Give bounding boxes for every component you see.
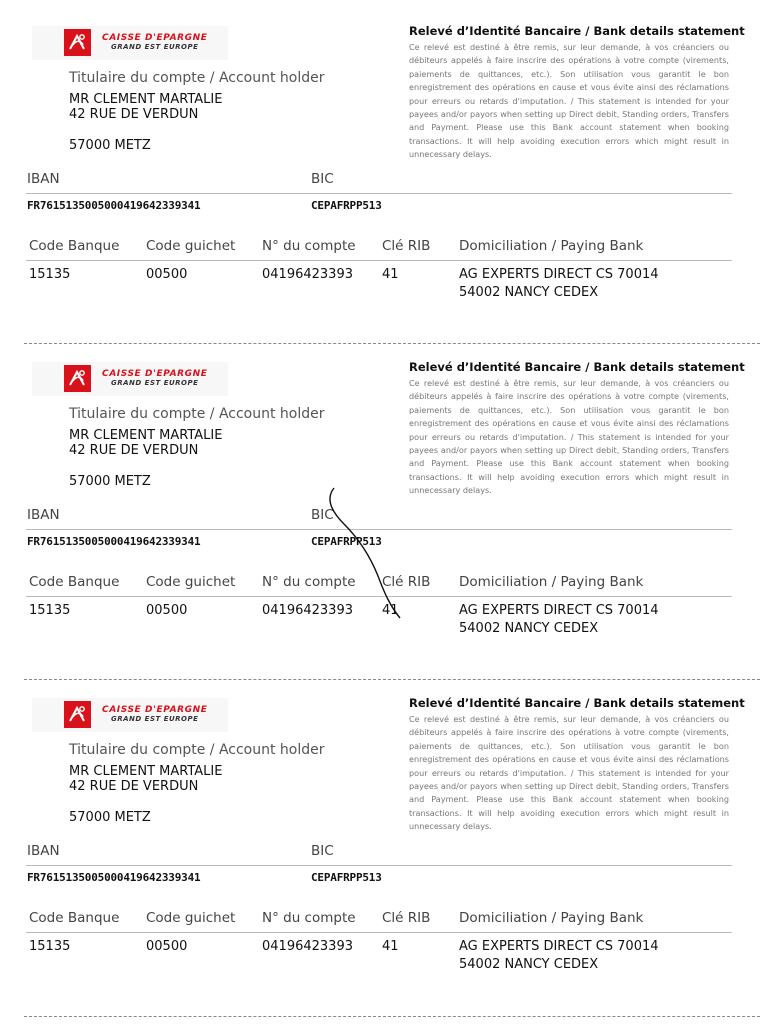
bank-code-label: Code Banque (29, 910, 120, 926)
iban-value: FR7615135005000419642339341 (27, 871, 201, 884)
bank-region: GRAND EST EUROPE (111, 379, 199, 387)
account-holder-street: 42 RUE DE VERDUN (69, 107, 199, 122)
bank-code-label: Code Banque (29, 238, 120, 254)
rib-key-value: 41 (382, 267, 399, 282)
cut-line-separator (24, 1016, 760, 1017)
account-holder-label: Titulaire du compte / Account holder (69, 406, 325, 422)
iban-value: FR7615135005000419642339341 (27, 199, 201, 212)
divider (26, 932, 732, 933)
bank-code-label: Code Banque (29, 574, 120, 590)
account-holder-street: 42 RUE DE VERDUN (69, 779, 199, 794)
bank-region: GRAND EST EUROPE (111, 715, 199, 723)
squirrel-logo-icon (64, 701, 91, 728)
account-holder-city: 57000 METZ (69, 138, 151, 153)
bic-label: BIC (311, 843, 334, 859)
domiciliation-line-2: 54002 NANCY CEDEX (459, 957, 599, 972)
rib-key-value: 41 (382, 939, 399, 954)
statement-description: Ce relevé est destiné à être remis, sur leur demande, à vos créanciers ou débiteurs appelés à faire inscrire des opérations à votre compte (virements, paiements de quittances, etc.). Son utilisation vous garantit le bon enregistrement des opérations en cause et vous évite ainsi des réclamations pour erreurs ou retards d'imputation. / This statement is intended for your payees and/or payors when setting up Direct debit, Standing orders, Transfers and Payment. Please use this Bank account statement when booking transactions. It will help avoiding execution errors which might result in unnecessary delays. (409, 378, 729, 496)
account-holder-street: 42 RUE DE VERDUN (69, 443, 199, 458)
account-holder-name: MR CLEMENT MARTALIE (69, 92, 223, 107)
domiciliation-label: Domiciliation / Paying Bank (459, 238, 644, 254)
bank-name: CAISSE D'EPARGNE (102, 705, 208, 715)
rib-key-label: Clé RIB (382, 574, 431, 590)
iban-value: FR7615135005000419642339341 (27, 535, 201, 548)
bank-name: CAISSE D'EPARGNE (102, 369, 208, 379)
branch-code-value: 00500 (146, 603, 188, 618)
squirrel-logo-icon (64, 365, 91, 392)
account-number-label: N° du compte (262, 910, 356, 926)
account-holder-label: Titulaire du compte / Account holder (69, 742, 325, 758)
rib-key-label: Clé RIB (382, 238, 431, 254)
bic-label: BIC (311, 507, 334, 523)
pen-scribble-mark (320, 484, 410, 624)
bank-logo-text (102, 370, 208, 388)
iban-label: IBAN (27, 171, 60, 187)
rib-key-label: Clé RIB (382, 910, 431, 926)
bank-code-value: 15135 (29, 267, 71, 282)
bank-region: GRAND EST EUROPE (111, 43, 199, 51)
iban-label: IBAN (27, 507, 60, 523)
domiciliation-line-2: 54002 NANCY CEDEX (459, 621, 599, 636)
branch-code-value: 00500 (146, 267, 188, 282)
account-holder-label: Titulaire du compte / Account holder (69, 70, 325, 86)
bic-value: CEPAFRPP513 (311, 871, 382, 884)
account-number-value: 04196423393 (262, 267, 353, 282)
domiciliation-label: Domiciliation / Paying Bank (459, 574, 644, 590)
account-holder-name: MR CLEMENT MARTALIE (69, 764, 223, 779)
domiciliation-line-1: AG EXPERTS DIRECT CS 70014 (459, 267, 659, 282)
bank-code-value: 15135 (29, 939, 71, 954)
branch-code-value: 00500 (146, 939, 188, 954)
squirrel-logo-icon (64, 29, 91, 56)
divider (26, 260, 732, 261)
domiciliation-label: Domiciliation / Paying Bank (459, 910, 644, 926)
bic-value: CEPAFRPP513 (311, 199, 382, 212)
bank-name: CAISSE D'EPARGNE (102, 33, 208, 43)
bank-logo-text (102, 34, 208, 52)
branch-code-label: Code guichet (146, 910, 236, 926)
statement-title: Relevé d’Identité Bancaire / Bank details statement (409, 360, 745, 374)
rib-section-1 (0, 0, 768, 336)
bic-label: BIC (311, 171, 334, 187)
account-number-label: N° du compte (262, 574, 356, 590)
rib-key-value: 41 (382, 603, 399, 618)
domiciliation-line-1: AG EXPERTS DIRECT CS 70014 (459, 603, 659, 618)
account-number-value: 04196423393 (262, 939, 353, 954)
domiciliation-line-2: 54002 NANCY CEDEX (459, 285, 599, 300)
account-number-value: 04196423393 (262, 603, 353, 618)
bank-logo (32, 698, 228, 732)
iban-label: IBAN (27, 843, 60, 859)
account-holder-city: 57000 METZ (69, 810, 151, 825)
statement-description: Ce relevé est destiné à être remis, sur leur demande, à vos créanciers ou débiteurs appelés à faire inscrire des opérations à votre compte (virements, paiements de quittances, etc.). Son utilisation vous garantit le bon enregistrement des opérations en cause et vous évite ainsi des réclamations pour erreurs ou retards d'imputation. / This statement is intended for your payees and/or payors when setting up Direct debit, Standing orders, Transfers and Payment. Please use this Bank account statement when booking transactions. It will help avoiding execution errors which might result in unnecessary delays. (409, 42, 729, 160)
divider (26, 193, 732, 194)
branch-code-label: Code guichet (146, 238, 236, 254)
divider (26, 865, 732, 866)
statement-title: Relevé d’Identité Bancaire / Bank details statement (409, 696, 745, 710)
bank-logo (32, 362, 228, 396)
account-number-label: N° du compte (262, 238, 356, 254)
bank-logo (32, 26, 228, 60)
account-holder-name: MR CLEMENT MARTALIE (69, 428, 223, 443)
rib-section-3 (0, 672, 768, 1008)
bank-logo-text (102, 706, 208, 724)
account-holder-city: 57000 METZ (69, 474, 151, 489)
bic-value: CEPAFRPP513 (311, 535, 382, 548)
domiciliation-line-1: AG EXPERTS DIRECT CS 70014 (459, 939, 659, 954)
bank-code-value: 15135 (29, 603, 71, 618)
statement-description: Ce relevé est destiné à être remis, sur leur demande, à vos créanciers ou débiteurs appelés à faire inscrire des opérations à votre compte (virements, paiements de quittances, etc.). Son utilisation vous garantit le bon enregistrement des opérations en cause et vous évite ainsi des réclamations pour erreurs ou retards d'imputation. / This statement is intended for your payees and/or payors when setting up Direct debit, Standing orders, Transfers and Payment. Please use this Bank account statement when booking transactions. It will help avoiding execution errors which might result in unnecessary delays. (409, 714, 729, 832)
branch-code-label: Code guichet (146, 574, 236, 590)
statement-title: Relevé d’Identité Bancaire / Bank details statement (409, 24, 745, 38)
